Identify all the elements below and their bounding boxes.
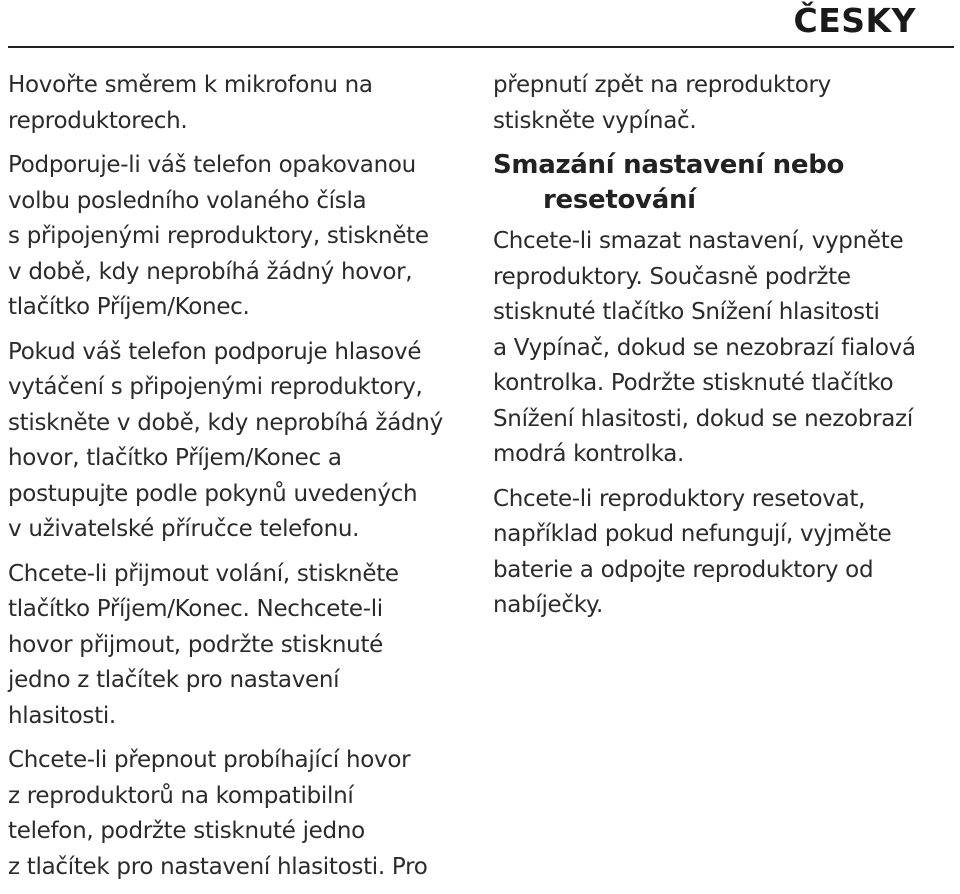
right-column <box>493 68 955 633</box>
section-heading-line1: Smazání nastavení nebo <box>493 150 845 180</box>
paragraph-switch-call: Chcete-li přepnout probíhající hovor z reproduktorů na kompatibilní telefon, podržte stisknuté jedno z tlačítek pro nastavení hlasitosti. Pro <box>8 747 428 880</box>
paragraph-clear-settings: Chcete-li smazat nastavení, vypněte reproduktory. Současně podržte stisknuté tlačítko Snížení hlasitosti a Vypínač, dokud se nezobrazí fialová kontrolka. Podržte stisknuté tlačítko Snížení hlasitosti, dokud se nezobrazí modrá kontrolka. <box>493 228 916 467</box>
page-language-label: ČESKY <box>793 1 916 40</box>
left-column <box>8 68 470 894</box>
paragraph-voice-dialing: Pokud váš telefon podporuje hlasové vytáčení s připojenými reproduktory, stiskněte v době, kdy neprobíhá žádný hovor, tlačítko Příjem/Konec a postupujte podle pokynů uvedených v uživatelské příručce telefonu. <box>8 338 443 542</box>
paragraph-switch-back: přepnutí zpět na reproduktory stiskněte vypínač. <box>493 72 831 134</box>
header-divider <box>8 46 954 48</box>
paragraph-reset-speakers: Chcete-li reproduktory resetovat, například pokud nefungují, vyjměte baterie a odpojte reproduktory od nabíječky. <box>493 485 892 618</box>
section-heading-line2: resetování <box>543 185 696 215</box>
paragraph-speak-toward-mic: Hovořte směrem k mikrofonu na reproduktorech. <box>8 72 373 134</box>
paragraph-answer-call: Chcete-li přijmout volání, stiskněte tlačítko Příjem/Konec. Nechcete-li hovor přijmout, podržte stisknuté jedno z tlačítek pro nastavení hlasitosti. <box>8 560 399 729</box>
paragraph-redial: Podporuje-li váš telefon opakovanou volbu posledního volaného čísla s připojenými reproduktory, stiskněte v době, kdy neprobíhá žádný hovor, tlačítko Příjem/Konec. <box>8 152 429 320</box>
section-heading-reset <box>493 148 955 218</box>
